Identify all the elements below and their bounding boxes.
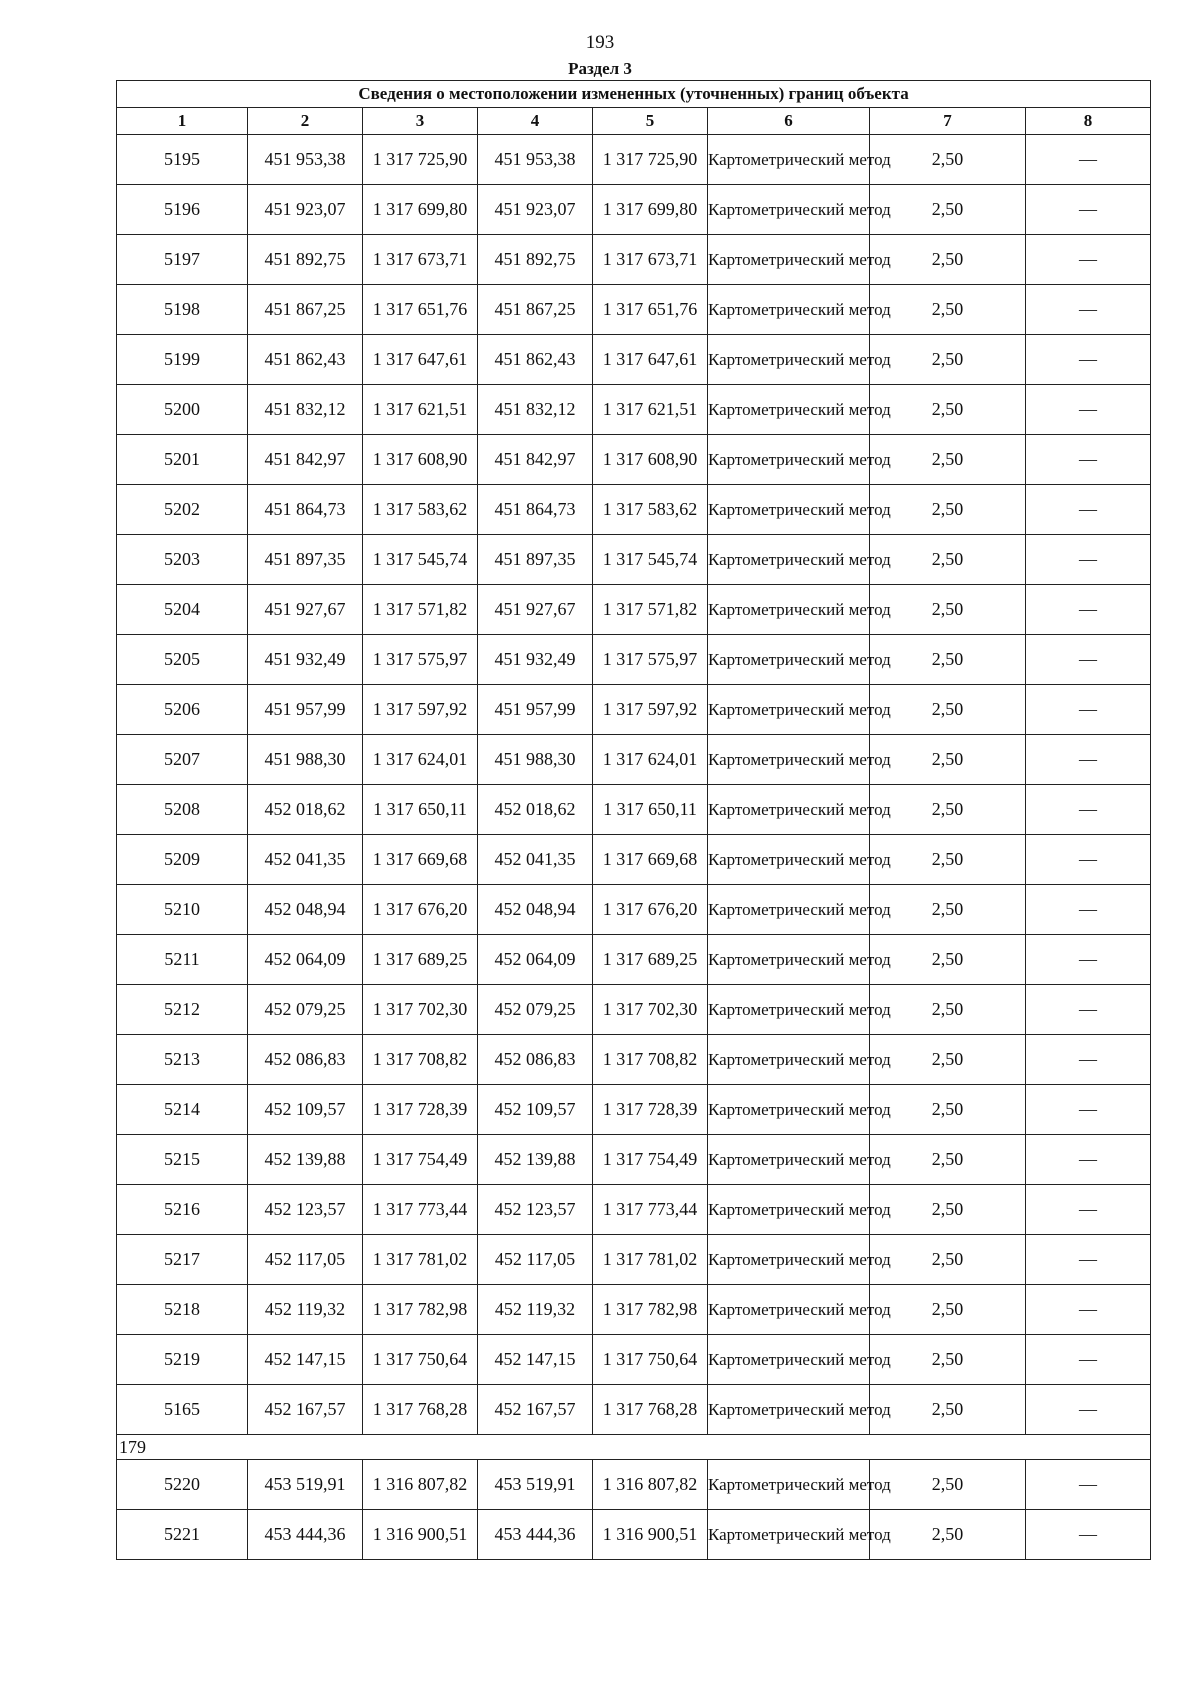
table-cell-col-6: Картометрический метод: [708, 835, 870, 885]
table-cell-col-2: 451 988,30: [248, 735, 363, 785]
table-cell-col-1: 5213: [117, 1035, 248, 1085]
table-cell-col-3: 1 317 782,98: [363, 1285, 478, 1335]
table-cell-col-6: Картометрический метод: [708, 635, 870, 685]
table-cell-col-5: 1 317 725,90: [593, 135, 708, 185]
table-cell-col-5: 1 317 651,76: [593, 285, 708, 335]
column-number-2: 2: [248, 108, 363, 135]
table-cell-col-3: 1 316 900,51: [363, 1510, 478, 1560]
table-cell-col-1: 5202: [117, 485, 248, 535]
table-cell-col-6: Картометрический метод: [708, 1085, 870, 1135]
table-row: [117, 1285, 1151, 1335]
table-cell-col-1: 5208: [117, 785, 248, 835]
table-cell-col-6: Картометрический метод: [708, 385, 870, 435]
table-cell-col-3: 1 317 650,11: [363, 785, 478, 835]
table-cell-col-1: 5201: [117, 435, 248, 485]
table-cell-col-8: —: [1026, 1460, 1151, 1510]
table-row: [117, 1035, 1151, 1085]
table-cell-col-3: 1 317 597,92: [363, 685, 478, 735]
table-cell-col-4: 451 923,07: [478, 185, 593, 235]
table-cell-col-7: 2,50: [870, 635, 1026, 685]
table-cell-col-4: 451 832,12: [478, 385, 593, 435]
table-cell-col-4: 451 957,99: [478, 685, 593, 735]
table-row: [117, 1235, 1151, 1285]
table-cell-col-6: Картометрический метод: [708, 1235, 870, 1285]
table-cell-col-6: Картометрический метод: [708, 1185, 870, 1235]
table-cell-col-4: 452 123,57: [478, 1185, 593, 1235]
table-cell-col-1: 5221: [117, 1510, 248, 1560]
table-cell-col-2: 452 041,35: [248, 835, 363, 885]
table-cell-col-2: 453 519,91: [248, 1460, 363, 1510]
table-cell-col-5: 1 317 781,02: [593, 1235, 708, 1285]
table-cell-col-2: 452 123,57: [248, 1185, 363, 1235]
table-cell-col-7: 2,50: [870, 485, 1026, 535]
table-cell-col-6: Картометрический метод: [708, 285, 870, 335]
table-cell-col-5: 1 317 571,82: [593, 585, 708, 635]
table-cell-col-8: —: [1026, 835, 1151, 885]
column-number-5: 5: [593, 108, 708, 135]
table-cell-col-6: Картометрический метод: [708, 1460, 870, 1510]
table-cell-col-2: 451 892,75: [248, 235, 363, 285]
table-cell-col-7: 2,50: [870, 785, 1026, 835]
table-cell-col-6: Картометрический метод: [708, 1335, 870, 1385]
table-cell-col-4: 452 018,62: [478, 785, 593, 835]
table-cell-col-4: 452 041,35: [478, 835, 593, 885]
table-cell-col-2: 452 064,09: [248, 935, 363, 985]
table-cell-col-7: 2,50: [870, 235, 1026, 285]
table-cell-col-2: 452 117,05: [248, 1235, 363, 1285]
column-number-6: 6: [708, 108, 870, 135]
table-cell-col-4: 451 897,35: [478, 535, 593, 585]
column-number-row: [117, 108, 1151, 135]
table-cell-col-7: 2,50: [870, 1335, 1026, 1385]
table-cell-col-8: —: [1026, 1035, 1151, 1085]
table-cell-col-1: 5204: [117, 585, 248, 635]
table-cell-col-1: 5220: [117, 1460, 248, 1510]
table-cell-col-2: 452 147,15: [248, 1335, 363, 1385]
table-cell-col-8: —: [1026, 1235, 1151, 1285]
table-row: [117, 1085, 1151, 1135]
table-cell-col-8: —: [1026, 735, 1151, 785]
table-cell-col-6: Картометрический метод: [708, 1035, 870, 1085]
table-cell-col-8: —: [1026, 785, 1151, 835]
table-cell-col-1: 5216: [117, 1185, 248, 1235]
table-row: [117, 585, 1151, 635]
table-cell-col-2: 451 867,25: [248, 285, 363, 335]
table-cell-col-4: 451 932,49: [478, 635, 593, 685]
table-cell-col-2: 451 842,97: [248, 435, 363, 485]
table-cell-col-3: 1 317 699,80: [363, 185, 478, 235]
page-number: 193: [585, 32, 615, 53]
table-cell-col-1: 5219: [117, 1335, 248, 1385]
table-cell-col-2: 452 109,57: [248, 1085, 363, 1135]
table-cell-col-1: 5215: [117, 1135, 248, 1185]
table-row: [117, 1185, 1151, 1235]
group-header-row: [117, 1435, 1151, 1460]
table-cell-col-1: 5195: [117, 135, 248, 185]
table-cell-col-5: 1 317 545,74: [593, 535, 708, 585]
table-cell-col-6: Картометрический метод: [708, 1510, 870, 1560]
table-cell-col-7: 2,50: [870, 535, 1026, 585]
table-cell-col-3: 1 317 608,90: [363, 435, 478, 485]
table-cell-col-6: Картометрический метод: [708, 685, 870, 735]
table-cell-col-6: Картометрический метод: [708, 885, 870, 935]
table-cell-col-8: —: [1026, 135, 1151, 185]
table-cell-col-3: 1 317 768,28: [363, 1385, 478, 1435]
table-cell-col-8: —: [1026, 435, 1151, 485]
table-cell-col-3: 1 317 545,74: [363, 535, 478, 585]
table-cell-col-1: 5218: [117, 1285, 248, 1335]
table-cell-col-4: 451 867,25: [478, 285, 593, 335]
table-cell-col-7: 2,50: [870, 935, 1026, 985]
table-cell-col-3: 1 317 676,20: [363, 885, 478, 935]
table-cell-col-3: 1 317 647,61: [363, 335, 478, 385]
table-cell-col-6: Картометрический метод: [708, 235, 870, 285]
table-cell-col-2: 452 119,32: [248, 1285, 363, 1335]
table-row: [117, 1460, 1151, 1510]
table-cell-col-2: 451 864,73: [248, 485, 363, 535]
table-cell-col-5: 1 317 575,97: [593, 635, 708, 685]
table-cell-col-8: —: [1026, 1085, 1151, 1135]
table-cell-col-6: Картометрический метод: [708, 1285, 870, 1335]
table-cell-col-7: 2,50: [870, 1185, 1026, 1235]
table-cell-col-5: 1 317 728,39: [593, 1085, 708, 1135]
table-cell-col-2: 451 932,49: [248, 635, 363, 685]
table-cell-col-6: Картометрический метод: [708, 785, 870, 835]
table-cell-col-3: 1 317 708,82: [363, 1035, 478, 1085]
table-cell-col-7: 2,50: [870, 1460, 1026, 1510]
table-cell-col-3: 1 317 669,68: [363, 835, 478, 885]
table-row: [117, 1510, 1151, 1560]
table-cell-col-8: —: [1026, 635, 1151, 685]
table-cell-col-2: 451 923,07: [248, 185, 363, 235]
table-cell-col-4: 452 119,32: [478, 1285, 593, 1335]
table-cell-col-6: Картометрический метод: [708, 535, 870, 585]
table-cell-col-3: 1 317 624,01: [363, 735, 478, 785]
table-cell-col-4: 452 086,83: [478, 1035, 593, 1085]
table-cell-col-6: Картометрический метод: [708, 1385, 870, 1435]
table-cell-col-8: —: [1026, 285, 1151, 335]
table-cell-col-8: —: [1026, 935, 1151, 985]
table-cell-col-2: 453 444,36: [248, 1510, 363, 1560]
table-row: [117, 1335, 1151, 1385]
table-cell-col-3: 1 317 702,30: [363, 985, 478, 1035]
table-row: [117, 485, 1151, 535]
table-cell-col-3: 1 317 781,02: [363, 1235, 478, 1285]
table-cell-col-3: 1 317 583,62: [363, 485, 478, 535]
table-cell-col-1: 5211: [117, 935, 248, 985]
table-cell-col-1: 5198: [117, 285, 248, 335]
table-cell-col-4: 452 048,94: [478, 885, 593, 935]
table-row: [117, 935, 1151, 985]
table-cell-col-5: 1 317 773,44: [593, 1185, 708, 1235]
table-cell-col-4: 451 953,38: [478, 135, 593, 185]
table-cell-col-7: 2,50: [870, 1085, 1026, 1135]
table-cell-col-1: 5214: [117, 1085, 248, 1135]
table-cell-col-4: 452 147,15: [478, 1335, 593, 1385]
table-cell-col-7: 2,50: [870, 985, 1026, 1035]
table-cell-col-5: 1 317 676,20: [593, 885, 708, 935]
coordinates-table: [116, 80, 1151, 1560]
table-cell-col-5: 1 317 650,11: [593, 785, 708, 835]
table-cell-col-8: —: [1026, 335, 1151, 385]
table-cell-col-5: 1 317 754,49: [593, 1135, 708, 1185]
table-cell-col-2: 451 862,43: [248, 335, 363, 385]
table-cell-col-8: —: [1026, 385, 1151, 435]
table-cell-col-2: 452 139,88: [248, 1135, 363, 1185]
table-body: [117, 135, 1151, 1560]
column-number-4: 4: [478, 108, 593, 135]
table-cell-col-7: 2,50: [870, 385, 1026, 435]
table-cell-col-2: 451 897,35: [248, 535, 363, 585]
table-cell-col-8: —: [1026, 1285, 1151, 1335]
table-cell-col-6: Картометрический метод: [708, 735, 870, 785]
table-cell-col-5: 1 317 583,62: [593, 485, 708, 535]
table-cell-col-8: —: [1026, 185, 1151, 235]
table-cell-col-1: 5210: [117, 885, 248, 935]
table-cell-col-5: 1 317 673,71: [593, 235, 708, 285]
table-cell-col-6: Картометрический метод: [708, 585, 870, 635]
table-cell-col-3: 1 317 673,71: [363, 235, 478, 285]
table-cell-col-5: 1 317 597,92: [593, 685, 708, 735]
table-row: [117, 435, 1151, 485]
table-cell-col-2: 452 048,94: [248, 885, 363, 935]
table-cell-col-3: 1 317 725,90: [363, 135, 478, 185]
table-cell-col-7: 2,50: [870, 135, 1026, 185]
table-cell-col-1: 5209: [117, 835, 248, 885]
table-cell-col-6: Картометрический метод: [708, 935, 870, 985]
table-cell-col-8: —: [1026, 1335, 1151, 1385]
table-cell-col-7: 2,50: [870, 1385, 1026, 1435]
table-cell-col-2: 451 953,38: [248, 135, 363, 185]
table-cell-col-1: 5165: [117, 1385, 248, 1435]
column-number-3: 3: [363, 108, 478, 135]
table-cell-col-4: 452 117,05: [478, 1235, 593, 1285]
table-cell-col-1: 5200: [117, 385, 248, 435]
table-row: [117, 835, 1151, 885]
table-cell-col-8: —: [1026, 985, 1151, 1035]
table-cell-col-7: 2,50: [870, 335, 1026, 385]
table-cell-col-2: 451 957,99: [248, 685, 363, 735]
table-row: [117, 185, 1151, 235]
table-cell-col-1: 5212: [117, 985, 248, 1035]
table-cell-col-4: 451 988,30: [478, 735, 593, 785]
table-cell-col-8: —: [1026, 1135, 1151, 1185]
table-cell-col-6: Картометрический метод: [708, 485, 870, 535]
table-row: [117, 1385, 1151, 1435]
table-cell-col-8: —: [1026, 685, 1151, 735]
table-cell-col-7: 2,50: [870, 285, 1026, 335]
table-cell-col-3: 1 317 575,97: [363, 635, 478, 685]
table-cell-col-5: 1 317 699,80: [593, 185, 708, 235]
table-cell-col-5: 1 317 647,61: [593, 335, 708, 385]
table-cell-col-5: 1 317 621,51: [593, 385, 708, 435]
column-number-7: 7: [870, 108, 1026, 135]
table-cell-col-5: 1 317 768,28: [593, 1385, 708, 1435]
table-cell-col-4: 453 444,36: [478, 1510, 593, 1560]
table-cell-col-2: 451 832,12: [248, 385, 363, 435]
table-row: [117, 885, 1151, 935]
table-cell-col-1: 5199: [117, 335, 248, 385]
table-row: [117, 285, 1151, 335]
table-cell-col-6: Картометрический метод: [708, 135, 870, 185]
table-cell-col-1: 5203: [117, 535, 248, 585]
table-cell-col-5: 1 317 608,90: [593, 435, 708, 485]
table-cell-col-4: 452 064,09: [478, 935, 593, 985]
table-row: [117, 685, 1151, 735]
table-cell-col-4: 451 927,67: [478, 585, 593, 635]
table-cell-col-7: 2,50: [870, 685, 1026, 735]
table-row: [117, 985, 1151, 1035]
table-cell-col-7: 2,50: [870, 185, 1026, 235]
table-cell-col-8: —: [1026, 1185, 1151, 1235]
table-cell-col-5: 1 317 708,82: [593, 1035, 708, 1085]
table-cell-col-7: 2,50: [870, 1510, 1026, 1560]
table-cell-col-7: 2,50: [870, 835, 1026, 885]
table-cell-col-7: 2,50: [870, 585, 1026, 635]
table-cell-col-5: 1 317 782,98: [593, 1285, 708, 1335]
table-cell-col-3: 1 317 754,49: [363, 1135, 478, 1185]
table-cell-col-2: 451 927,67: [248, 585, 363, 635]
table-cell-col-6: Картометрический метод: [708, 185, 870, 235]
column-number-1: 1: [117, 108, 248, 135]
table-cell-col-3: 1 317 651,76: [363, 285, 478, 335]
table-cell-col-2: 452 086,83: [248, 1035, 363, 1085]
table-cell-col-8: —: [1026, 235, 1151, 285]
table-cell-col-1: 5197: [117, 235, 248, 285]
table-row: [117, 535, 1151, 585]
table-cell-col-3: 1 317 750,64: [363, 1335, 478, 1385]
table-cell-col-6: Картометрический метод: [708, 335, 870, 385]
table-cell-col-5: 1 317 669,68: [593, 835, 708, 885]
table-row: [117, 385, 1151, 435]
table-cell-col-7: 2,50: [870, 1035, 1026, 1085]
table-cell-col-8: —: [1026, 585, 1151, 635]
table-cell-col-8: —: [1026, 535, 1151, 585]
table-cell-col-4: 451 892,75: [478, 235, 593, 285]
table-row: [117, 1135, 1151, 1185]
table-cell-col-3: 1 316 807,82: [363, 1460, 478, 1510]
table-cell-col-5: 1 316 900,51: [593, 1510, 708, 1560]
table-cell-col-5: 1 316 807,82: [593, 1460, 708, 1510]
table-cell-col-3: 1 317 689,25: [363, 935, 478, 985]
section-title: Раздел 3: [568, 59, 632, 78]
table-cell-col-3: 1 317 571,82: [363, 585, 478, 635]
table-cell-col-5: 1 317 750,64: [593, 1335, 708, 1385]
table-cell-col-4: 452 109,57: [478, 1085, 593, 1135]
table-cell-col-4: 452 139,88: [478, 1135, 593, 1185]
table-cell-col-4: 452 167,57: [478, 1385, 593, 1435]
table-row: [117, 335, 1151, 385]
table-cell-col-8: —: [1026, 1510, 1151, 1560]
table-cell-col-7: 2,50: [870, 885, 1026, 935]
table-row: [117, 735, 1151, 785]
table-cell-col-4: 453 519,91: [478, 1460, 593, 1510]
column-number-8: 8: [1026, 108, 1151, 135]
table-cell-col-5: 1 317 689,25: [593, 935, 708, 985]
table-cell-col-6: Картометрический метод: [708, 435, 870, 485]
table-cell-col-2: 452 079,25: [248, 985, 363, 1035]
table-cell-col-7: 2,50: [870, 435, 1026, 485]
table-cell-col-3: 1 317 728,39: [363, 1085, 478, 1135]
table-cell-col-8: —: [1026, 1385, 1151, 1435]
table-cell-col-2: 452 018,62: [248, 785, 363, 835]
table-cell-col-3: 1 317 621,51: [363, 385, 478, 435]
table-cell-col-8: —: [1026, 485, 1151, 535]
table-cell-col-7: 2,50: [870, 1235, 1026, 1285]
table-cell-col-1: 5217: [117, 1235, 248, 1285]
table-cell-col-7: 2,50: [870, 735, 1026, 785]
table-cell-col-3: 1 317 773,44: [363, 1185, 478, 1235]
table-row: [117, 135, 1151, 185]
table-cell-col-4: 451 864,73: [478, 485, 593, 535]
table-cell-col-5: 1 317 624,01: [593, 735, 708, 785]
table-cell-col-2: 452 167,57: [248, 1385, 363, 1435]
table-row: [117, 235, 1151, 285]
table-cell-col-6: Картометрический метод: [708, 985, 870, 1035]
table-cell-col-1: 5205: [117, 635, 248, 685]
table-cell-col-8: —: [1026, 885, 1151, 935]
table-cell-col-1: 5196: [117, 185, 248, 235]
table-cell-col-4: 451 842,97: [478, 435, 593, 485]
group-label: 179: [117, 1435, 1151, 1460]
table-caption: Сведения о местоположении измененных (уточненных) границ объекта: [117, 81, 1151, 108]
table-row: [117, 785, 1151, 835]
table-cell-col-1: 5206: [117, 685, 248, 735]
table-row: [117, 635, 1151, 685]
table-cell-col-7: 2,50: [870, 1135, 1026, 1185]
table-cell-col-4: 451 862,43: [478, 335, 593, 385]
table-cell-col-7: 2,50: [870, 1285, 1026, 1335]
table-cell-col-1: 5207: [117, 735, 248, 785]
table-cell-col-6: Картометрический метод: [708, 1135, 870, 1185]
table-cell-col-5: 1 317 702,30: [593, 985, 708, 1035]
table-cell-col-4: 452 079,25: [478, 985, 593, 1035]
